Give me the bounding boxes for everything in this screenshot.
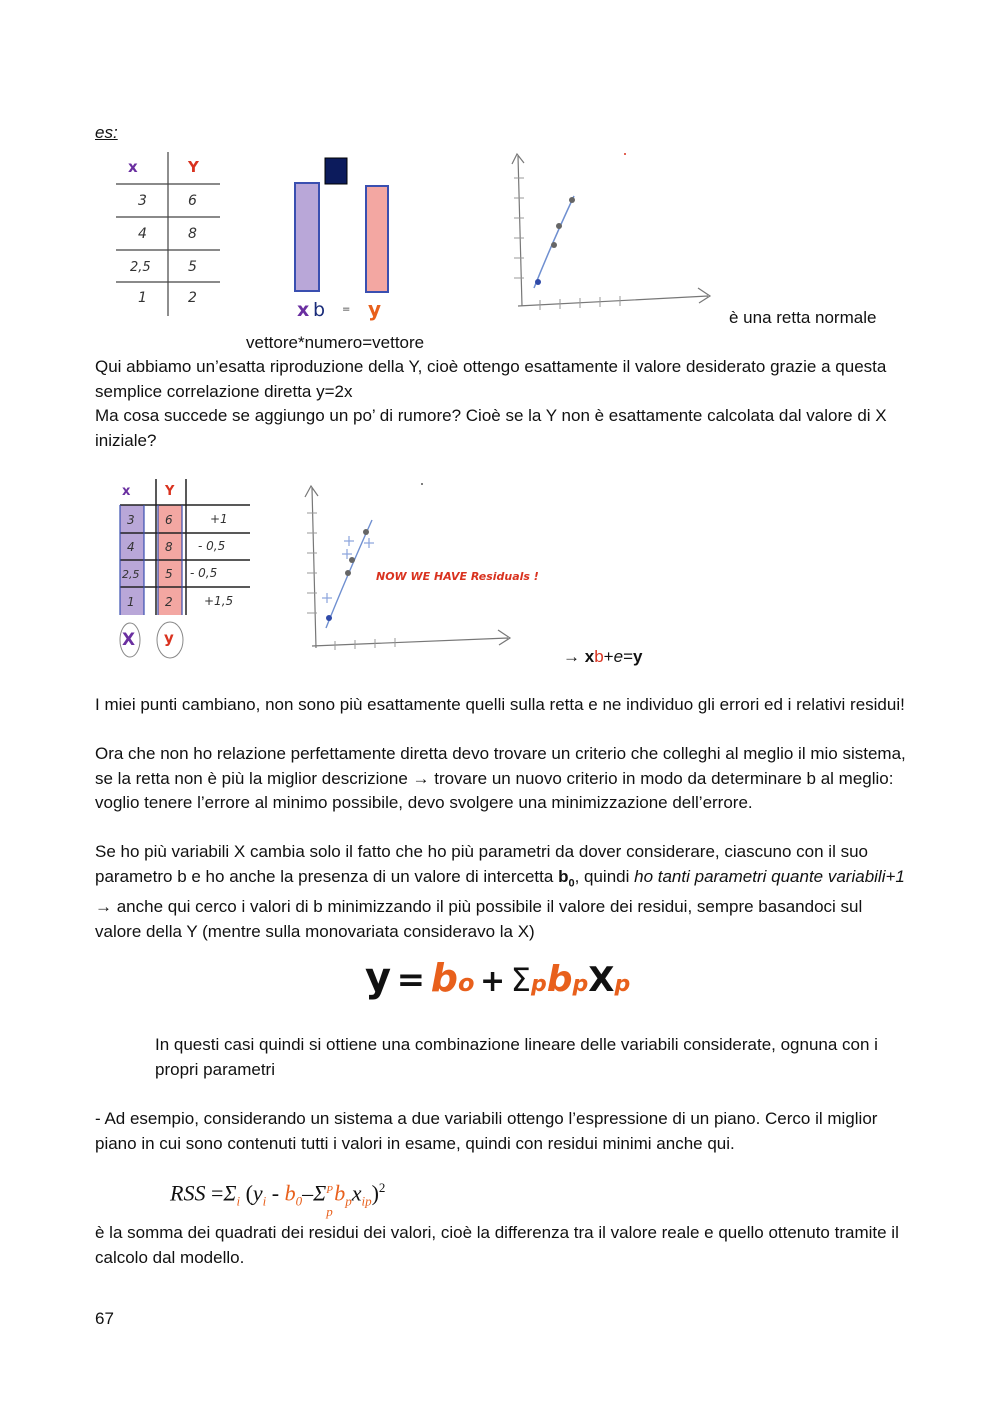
table1-cell: 1	[138, 290, 147, 306]
formula-plus: +	[480, 964, 506, 999]
formula-p-sub: p	[572, 972, 589, 997]
formula-sigma: Σ	[510, 961, 531, 999]
vector-bars	[285, 150, 405, 322]
arrow-right-icon: →	[563, 647, 580, 666]
table2-cell: 3	[127, 513, 135, 527]
table2-cell: 8	[165, 540, 173, 554]
formula-x: X	[588, 960, 615, 1000]
rss-minus: -	[266, 1180, 285, 1206]
scalar-b-square	[325, 158, 347, 184]
vector-x-bar	[295, 183, 319, 291]
vector-x-label: x	[297, 299, 310, 321]
table1-cell: 5	[188, 259, 197, 275]
rss-equals: =	[210, 1180, 224, 1206]
rss-x: x	[351, 1180, 362, 1206]
intercept-symbol: b	[558, 866, 569, 886]
table2-cell: 2	[165, 595, 173, 609]
table2-footer-x: X	[122, 630, 136, 650]
vector-product-figure	[285, 150, 405, 327]
retta-caption: è una retta normale	[729, 308, 877, 327]
paragraph-part: → anche qui cerco i valori di b minimizzando il più possibile il valore dei residui, sempre basandoci sul valore della Y (mentre sulla monovariata consideravo la X)	[95, 897, 863, 941]
rss-y: y	[252, 1180, 263, 1206]
table1-header-y: Y	[188, 158, 199, 176]
data-point	[326, 615, 332, 621]
residuals-table	[110, 475, 255, 670]
paragraph: Qui abbiamo un’esatta riproduzione della Y, cioè ottengo esattamente il valore desiderato grazie a questa semplice correlazione diretta y=2x	[95, 357, 887, 401]
data-point	[551, 242, 557, 248]
table1-cell: 3	[138, 193, 147, 209]
rss-i-sub: i	[236, 1193, 241, 1209]
formula-b0: b	[430, 956, 458, 1000]
eq-equals: =	[623, 647, 634, 666]
paragraph-multivariate	[95, 840, 910, 944]
multivariate-formula	[365, 955, 645, 1015]
table2-residual: - 0,5	[198, 539, 226, 553]
table2-residual: +1	[210, 512, 228, 526]
vector-eq-label: =	[342, 304, 351, 315]
rss-p-sub: p	[345, 1193, 352, 1209]
eq-b: b	[594, 647, 604, 666]
table1-cell: 2,5	[130, 260, 151, 275]
intercept-subscript: 0	[568, 876, 575, 889]
rss-b0-sub: 0	[295, 1193, 303, 1209]
eq-y: y	[633, 647, 643, 666]
rss-b: b	[334, 1180, 346, 1206]
vettore-caption: vettore*numero=vettore	[246, 333, 425, 352]
data-point	[569, 197, 575, 203]
table2-residual: - 0,5	[190, 566, 218, 580]
paragraph: è la somma dei quadrati dei residui dei valori, cioè la differenza tra il valore reale e quello ottenuto tramite il calcolo dal modello.	[95, 1223, 899, 1267]
xy-table	[108, 150, 228, 325]
table2-footer-y: y	[164, 629, 174, 647]
indented-paragraph: In questi casi quindi si ottiene una combinazione lineare delle variabili considerate, ognuna con i propri parametri	[155, 1035, 878, 1079]
paragraph: I miei punti cambiano, non sono più esattamente quelli sulla retta e ne individuo gli errori ed i relativi residui!	[95, 695, 905, 714]
residuals-table-drawing	[110, 475, 255, 665]
rss-i-sub: i	[262, 1193, 267, 1209]
rss-sigma: Σ	[223, 1180, 237, 1206]
rss-formula	[170, 1180, 386, 1220]
rss-paren: (	[245, 1180, 253, 1206]
table1-cell: 8	[188, 226, 197, 242]
data-point	[535, 279, 541, 285]
table2-header-y: Y	[165, 484, 175, 499]
rss-p-sub: p	[326, 1204, 333, 1220]
data-point	[349, 557, 355, 563]
residuals-note: NOW WE HAVE Residuals !	[376, 570, 539, 583]
xy-table-drawing	[108, 150, 228, 320]
table2-cell: 1	[127, 595, 135, 609]
rss-paren: )	[371, 1180, 379, 1206]
table2-cell: 6	[165, 513, 173, 527]
table2-cell: 2,5	[122, 568, 140, 581]
formula-p-sub: p	[614, 972, 631, 997]
paragraph: Ma cosa succede se aggiungo un po’ di rumore? Cioè se la Y non è esattamente calcolata dal valore di X iniziale?	[95, 406, 887, 450]
eq-plus: +	[603, 647, 614, 666]
paragraph-part: Se ho più variabili X cambia solo il fatto che ho più parametri da dover considerare, ciascuno con il suo parametro b e ho anche la presenza di un valore di intercetta	[95, 842, 868, 886]
formula-p-sub: p	[530, 972, 547, 997]
formula-equals: =	[396, 960, 426, 1000]
vector-b-label: b	[313, 299, 326, 321]
example-label: es:	[95, 123, 118, 142]
eq-x: x	[584, 647, 595, 666]
residual-equation	[563, 645, 642, 670]
eq-e: e	[613, 647, 624, 666]
residuals-graph-drawing	[290, 478, 550, 658]
rss-b0: b	[284, 1180, 296, 1206]
data-point	[556, 223, 562, 229]
rss-ip-sub: ip	[361, 1193, 372, 1209]
table2-cell: 5	[165, 567, 173, 581]
data-point	[345, 570, 351, 576]
rss-p-sup: P	[326, 1184, 333, 1197]
paragraph: Ora che non ho relazione perfettamente diretta devo trovare un criterio che colleghi al meglio il mio sistema, se la retta non è più la miglior descrizione → trovare un nuovo criterio in modo da determinare b al meglio: voglio tenere l’errore al minimo possibile, devo svolgere una minimizzazione dell’errore.	[95, 744, 906, 812]
data-point	[363, 529, 369, 535]
formula-b0-sub: o	[457, 969, 475, 997]
vector-y-bar	[366, 186, 388, 292]
paragraph: - Ad esempio, considerando un sistema a due variabili ottengo l’espressione di un piano. Cerco il miglior piano in cui sono contenuti tutti i valori in esame, quindi con residui minimi anche qui.	[95, 1109, 878, 1153]
linear-graph-drawing	[500, 148, 715, 323]
table2-residual: +1,5	[204, 594, 234, 608]
rss-square: 2	[378, 1180, 386, 1195]
rss-sigma: Σ	[313, 1180, 327, 1206]
table1-cell: 4	[138, 226, 147, 242]
linear-graph	[500, 148, 715, 328]
table1-cell: 2	[188, 290, 197, 306]
table2-header-x: x	[122, 484, 131, 499]
rss-minus: –	[302, 1180, 314, 1206]
formula-y: y	[365, 955, 392, 1001]
vector-y-label: y	[368, 297, 382, 321]
page-number: 67	[95, 1309, 114, 1328]
formula-b: b	[546, 959, 573, 1000]
table2-cell: 4	[127, 540, 135, 554]
table1-cell: 6	[188, 193, 197, 209]
residuals-graph	[290, 478, 550, 663]
paragraph-italic: ho tanti parametri quante variabili+1	[634, 866, 905, 886]
rss-label: RSS	[170, 1180, 206, 1206]
table1-header-x: x	[128, 158, 138, 176]
paragraph-part: , quindi	[574, 866, 635, 886]
